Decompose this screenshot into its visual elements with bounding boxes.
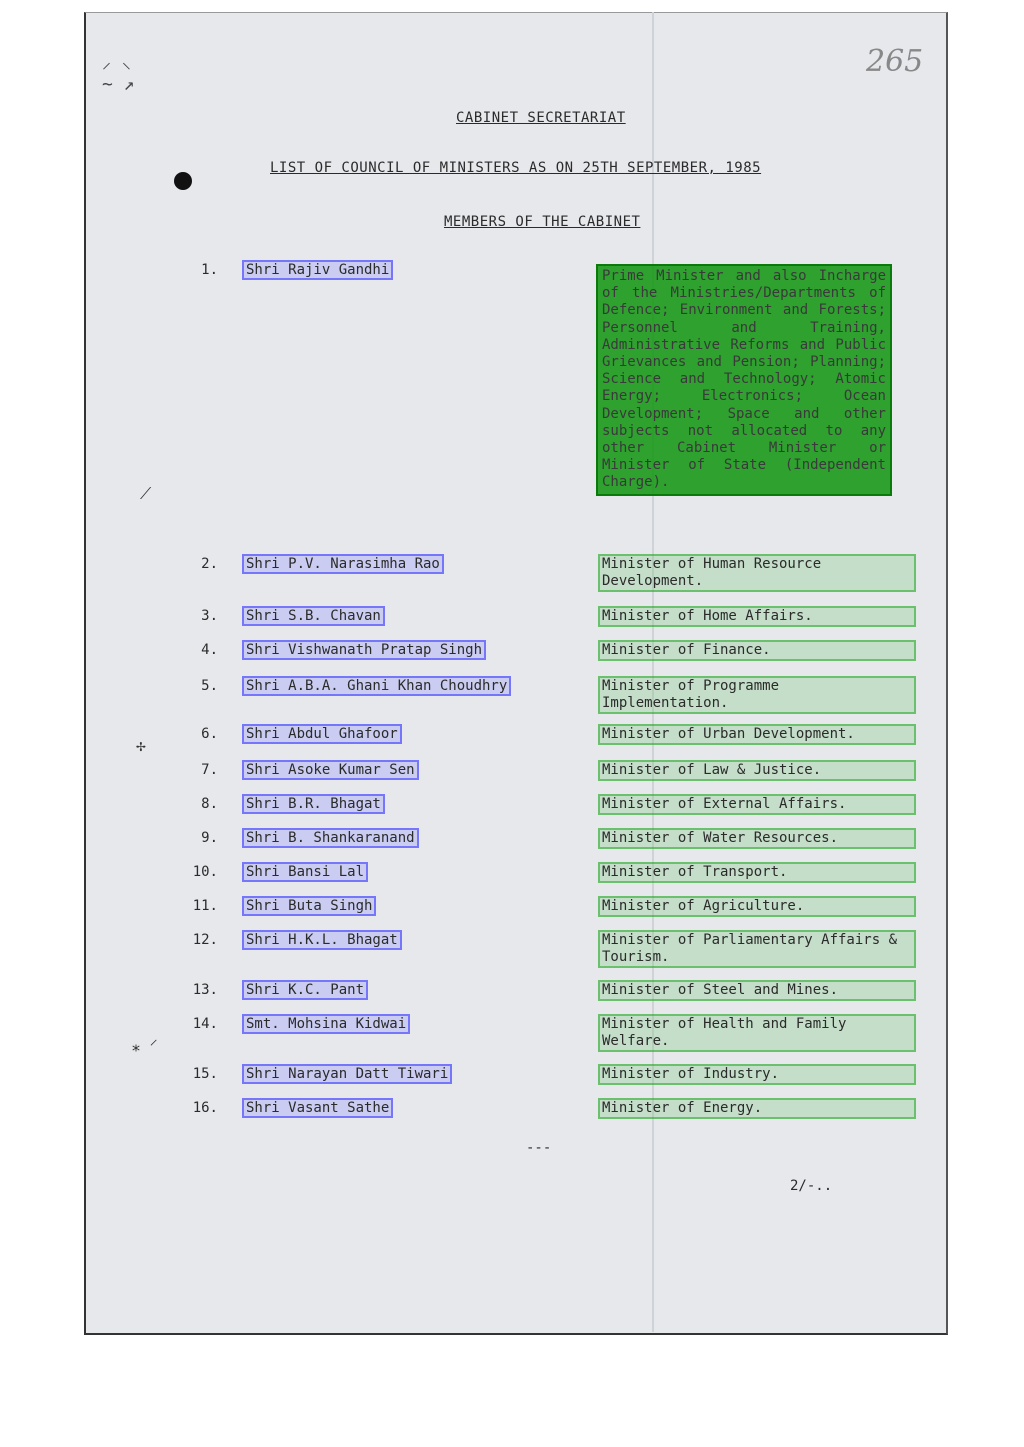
minister-name: Smt. Mohsina Kidwai [246,1016,407,1032]
portfolio-text: Minister of Industry. [600,1066,914,1083]
portfolio-text: Minister of Human Resource Development. [600,556,914,590]
minister-row [0,608,1024,628]
handwritten-page-number: 265 [866,44,924,79]
minister-name: Shri Buta Singh [246,898,373,914]
minister-name: Shri Bansi Lal [246,864,365,880]
entry-number: 2. [201,556,218,572]
minister-name: Shri P.V. Narasimha Rao [246,556,440,572]
minister-row [0,1100,1024,1120]
document-subtitle: LIST OF COUNCIL OF MINISTERS AS ON 25TH SEPTEMBER, 1985 [270,160,762,176]
minister-row [0,796,1024,816]
minister-name: Shri Rajiv Gandhi [246,262,390,278]
minister-name: Shri A.B.A. Ghani Khan Choudhry [246,678,508,694]
separator-dashes: --- [526,1140,552,1156]
portfolio-text: Minister of Programme Implementation. [600,678,914,712]
stray-mark: ✢ [136,736,146,755]
portfolio-text: Minister of Home Affairs. [600,608,914,625]
minister-row [0,1066,1024,1086]
entry-number: 3. [201,608,218,624]
entry-number: 14. [192,1016,218,1032]
minister-name: Shri Vishwanath Pratap Singh [246,642,483,658]
minister-name: Shri B. Shankaranand [246,830,415,846]
entry-number: 1. [201,262,218,278]
portfolio-text: Minister of Energy. [600,1100,914,1117]
entry-number: 11. [192,898,218,914]
entry-number: 8. [201,796,218,812]
minister-row [0,762,1024,782]
continuation-marker: 2/-.. [790,1178,833,1194]
minister-row [0,556,1024,589]
minister-row [0,678,1024,711]
portfolio-text: Minister of Steel and Mines. [600,982,914,999]
minister-row [0,898,1024,918]
entry-number: 7. [201,762,218,778]
portfolio-text: Minister of Law & Justice. [600,762,914,779]
minister-row [0,864,1024,884]
stray-pen-marks: ⸝ ⸜ ~ ↗ [102,52,135,95]
stray-mark: ⁎ ⸍ [132,1036,158,1055]
section-heading: MEMBERS OF THE CABINET [444,214,641,230]
portfolio-text: Minister of Water Resources. [600,830,914,847]
portfolio-text: Prime Minister and also Incharge of the Ministries/Departments of Defence; Environment and Forests; Personnel and Training, Administrative Reforms and Public Grievances and Pension; Planning; Science and Technology; Atomic Energy; Electronics; Ocean Development; Space and other subjects not allocated to any other Cabinet Minister or Minister of State (Independent Charge). [598,266,890,494]
minister-row [0,830,1024,850]
portfolio-text: Minister of Transport. [600,864,914,881]
minister-row [0,726,1024,746]
page-fold-line [652,12,654,1332]
portfolio-text: Minister of Health and Family Welfare. [600,1016,914,1050]
document-title: CABINET SECRETARIAT [456,110,626,126]
entry-number: 6. [201,726,218,742]
minister-name: Shri Vasant Sathe [246,1100,390,1116]
minister-row [0,1016,1024,1049]
entry-number: 15. [192,1066,218,1082]
entry-number: 13. [192,982,218,998]
document-page [84,12,948,1335]
portfolio-text: Minister of Finance. [600,642,914,659]
minister-name: Shri S.B. Chavan [246,608,381,624]
entry-number: 5. [201,678,218,694]
minister-name: Shri B.R. Bhagat [246,796,381,812]
minister-name: Shri Narayan Datt Tiwari [246,1066,449,1082]
punch-hole [174,172,192,190]
portfolio-text: Minister of Agriculture. [600,898,914,915]
minister-row [0,932,1024,965]
minister-name: Shri Asoke Kumar Sen [246,762,415,778]
entry-number: 12. [192,932,218,948]
entry-number: 9. [201,830,218,846]
minister-row [0,642,1024,662]
entry-number: 16. [192,1100,218,1116]
minister-name: Shri K.C. Pant [246,982,365,998]
minister-name: Shri Abdul Ghafoor [246,726,398,742]
entry-number: 10. [192,864,218,880]
stray-mark: ⟋ [140,484,152,503]
minister-row [0,982,1024,1002]
portfolio-text: Minister of Parliamentary Affairs & Tourism. [600,932,914,966]
portfolio-text: Minister of External Affairs. [600,796,914,813]
minister-name: Shri H.K.L. Bhagat [246,932,398,948]
portfolio-text: Minister of Urban Development. [600,726,914,743]
entry-number: 4. [201,642,218,658]
